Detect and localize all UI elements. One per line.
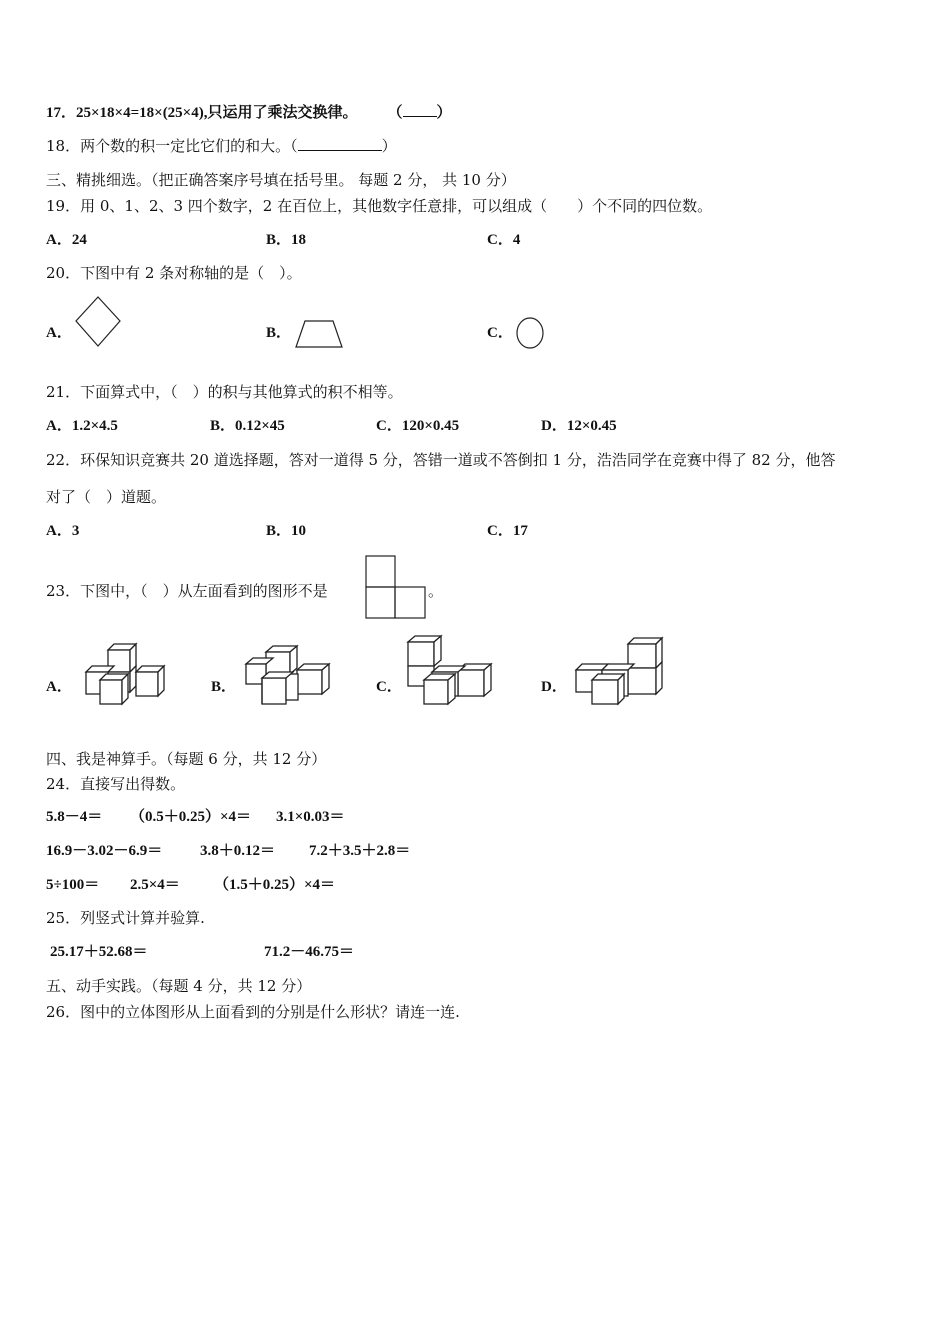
q23-option-d-label[interactable]: D． [541,679,567,695]
q22-option-a[interactable]: A．3 [46,523,80,539]
q19-option-b[interactable]: B．18 [266,232,307,248]
question-17: 17．25×18×4=18×(25×4),只运用了乘法交换律。 （ ） [46,102,452,123]
q23-option-c-label[interactable]: C． [376,679,402,695]
vertical-calc-item1: 25.17＋52.68＝ [50,944,148,960]
question-19-text: 19．用 0、1、2、3 四个数字，2 在百位上，其他数字任意排，可以组成（ ）个不同的四位数。 [46,197,713,215]
section-3-title: 三、精挑细选。（把正确答案序号填在括号里。 每题 2 分， 共 10 分） [46,171,516,189]
calc-row1-item2: （0.5＋0.25）×4＝ [130,809,252,825]
question-18: 18．两个数的积一定比它们的和大。（ ） [46,137,397,155]
trapezoid-shape-icon[interactable] [293,318,345,350]
calc-row3-item2: 2.5×4＝ [130,877,180,893]
q23-option-b-label[interactable]: B． [211,679,237,695]
cube-stack-a-icon[interactable] [78,636,170,710]
question-22-text-line1: 22．环保知识竞赛共 20 道选择题，答对一道得 5 分，答错一道或不答倒扣 1 分，浩浩同学在竞赛中得了 82 分，他答 [46,451,836,469]
cube-stack-c-icon[interactable] [404,634,498,708]
q19-option-a[interactable]: A．24 [46,232,87,248]
question-20-text: 20．下图中有 2 条对称轴的是（ ）。 [46,264,302,282]
calc-row2-item2: 3.8＋0.12＝ [200,843,276,859]
question-17-text: 17．25×18×4=18×(25×4),只运用了乘法交换律。 [46,105,358,121]
question-21-text: 21．下面算式中，（ ）的积与其他算式的积不相等。 [46,383,403,401]
q23-option-a-label[interactable]: A． [46,679,72,695]
answer-blank-17[interactable] [403,102,437,117]
q20-option-c-label[interactable]: C． [487,325,513,341]
answer-blank-18[interactable] [298,136,382,151]
ellipse-shape-icon[interactable] [513,316,547,350]
section-5-title: 五、动手实践。（每题 4 分，共 12 分） [46,977,312,995]
q21-option-a[interactable]: A．1.2×4.5 [46,418,118,434]
left-view-shape-icon [364,554,428,620]
calc-row3-item3: （1.5＋0.25）×4＝ [214,877,336,893]
q22-option-b[interactable]: B．10 [266,523,307,539]
calc-row3-item1: 5÷100＝ [46,877,100,893]
calc-row1-item3: 3.1×0.03＝ [276,809,345,825]
question-26-text: 26．图中的立体图形从上面看到的分别是什么形状？请连一连. [46,1003,460,1021]
calc-row2-item1: 16.9－3.02－6.9＝ [46,843,163,859]
q19-option-c[interactable]: C．4 [487,232,521,248]
q20-option-a-label[interactable]: A． [46,325,72,341]
calc-row2-item3: 7.2＋3.5＋2.8＝ [309,843,411,859]
q21-option-b[interactable]: B．0.12×45 [210,418,285,434]
question-18-text: 18．两个数的积一定比它们的和大。（ [46,137,298,155]
cube-stack-b-icon[interactable] [242,642,336,710]
q21-option-c[interactable]: C．120×0.45 [376,418,460,434]
question-25-text: 25．列竖式计算并验算. [46,909,205,927]
question-23-text: 23．下图中，（ ）从左面看到的图形不是 [46,582,328,600]
q20-option-b-label[interactable]: B． [266,325,292,341]
question-24-text: 24．直接写出得数。 [46,775,186,793]
vertical-calc-item2: 71.2－46.75＝ [264,944,355,960]
diamond-shape-icon[interactable] [74,296,122,348]
q21-option-d[interactable]: D．12×0.45 [541,418,617,434]
section-4-title: 四、我是神算手。（每题 6 分，共 12 分） [46,750,327,768]
calc-row1-item1: 5.8－4＝ [46,809,103,825]
cube-stack-d-icon[interactable] [572,634,668,708]
question-22-text-line2: 对了（ ）道题。 [46,488,167,506]
q22-option-c[interactable]: C．17 [487,523,528,539]
question-23-text-end: 。 [428,582,444,600]
